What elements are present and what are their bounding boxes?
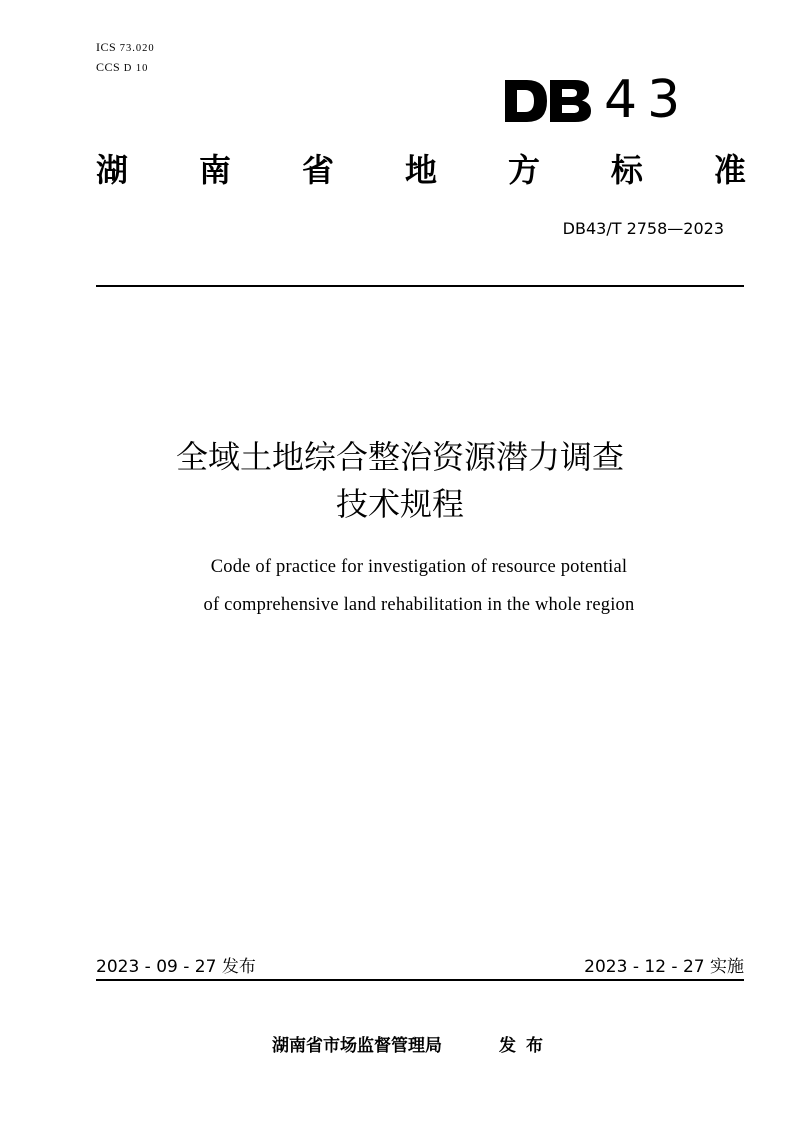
implement-date: 2023 - 12 - 27 实施 <box>584 957 744 977</box>
standard-type-char: 南 <box>198 151 231 189</box>
classification-block <box>96 38 155 78</box>
issue-action: 发布 <box>499 1036 553 1056</box>
title-en-line1: Code of practice for investigation of resource potential <box>210 557 628 577</box>
ics-code: 73.020 <box>119 43 155 54</box>
standard-type-char: 湖 <box>96 151 129 189</box>
db-logo <box>505 76 591 126</box>
standard-type-char: 省 <box>301 151 334 189</box>
ics-label: ICS <box>96 40 117 54</box>
standard-type-char: 准 <box>713 151 746 189</box>
title-zh-line1: 全域土地综合整治资源潜力调查 <box>175 438 624 476</box>
title-en-line2: of comprehensive land rehabilitation in the whole region <box>203 595 635 615</box>
standard-code: DB43/T 2758—2023 <box>562 219 724 238</box>
title-zh-line2: 技术规程 <box>335 485 464 523</box>
standard-type-heading <box>96 148 746 192</box>
standard-type-char: 标 <box>610 151 643 189</box>
ccs-line <box>96 58 155 78</box>
top-divider <box>96 285 744 287</box>
ccs-code: D 10 <box>123 63 149 74</box>
issuing-authority: 湖南省市场监督管理局 <box>272 1036 442 1056</box>
ics-line <box>96 38 155 58</box>
standard-type-char: 方 <box>507 151 540 189</box>
publish-date: 2023 - 09 - 27 发布 <box>96 957 256 977</box>
db-logo-graphic <box>505 80 591 122</box>
region-number: 43 <box>604 70 691 130</box>
standard-type-char: 地 <box>404 151 437 189</box>
ccs-label: CCS <box>96 60 121 74</box>
bottom-divider <box>96 979 744 981</box>
